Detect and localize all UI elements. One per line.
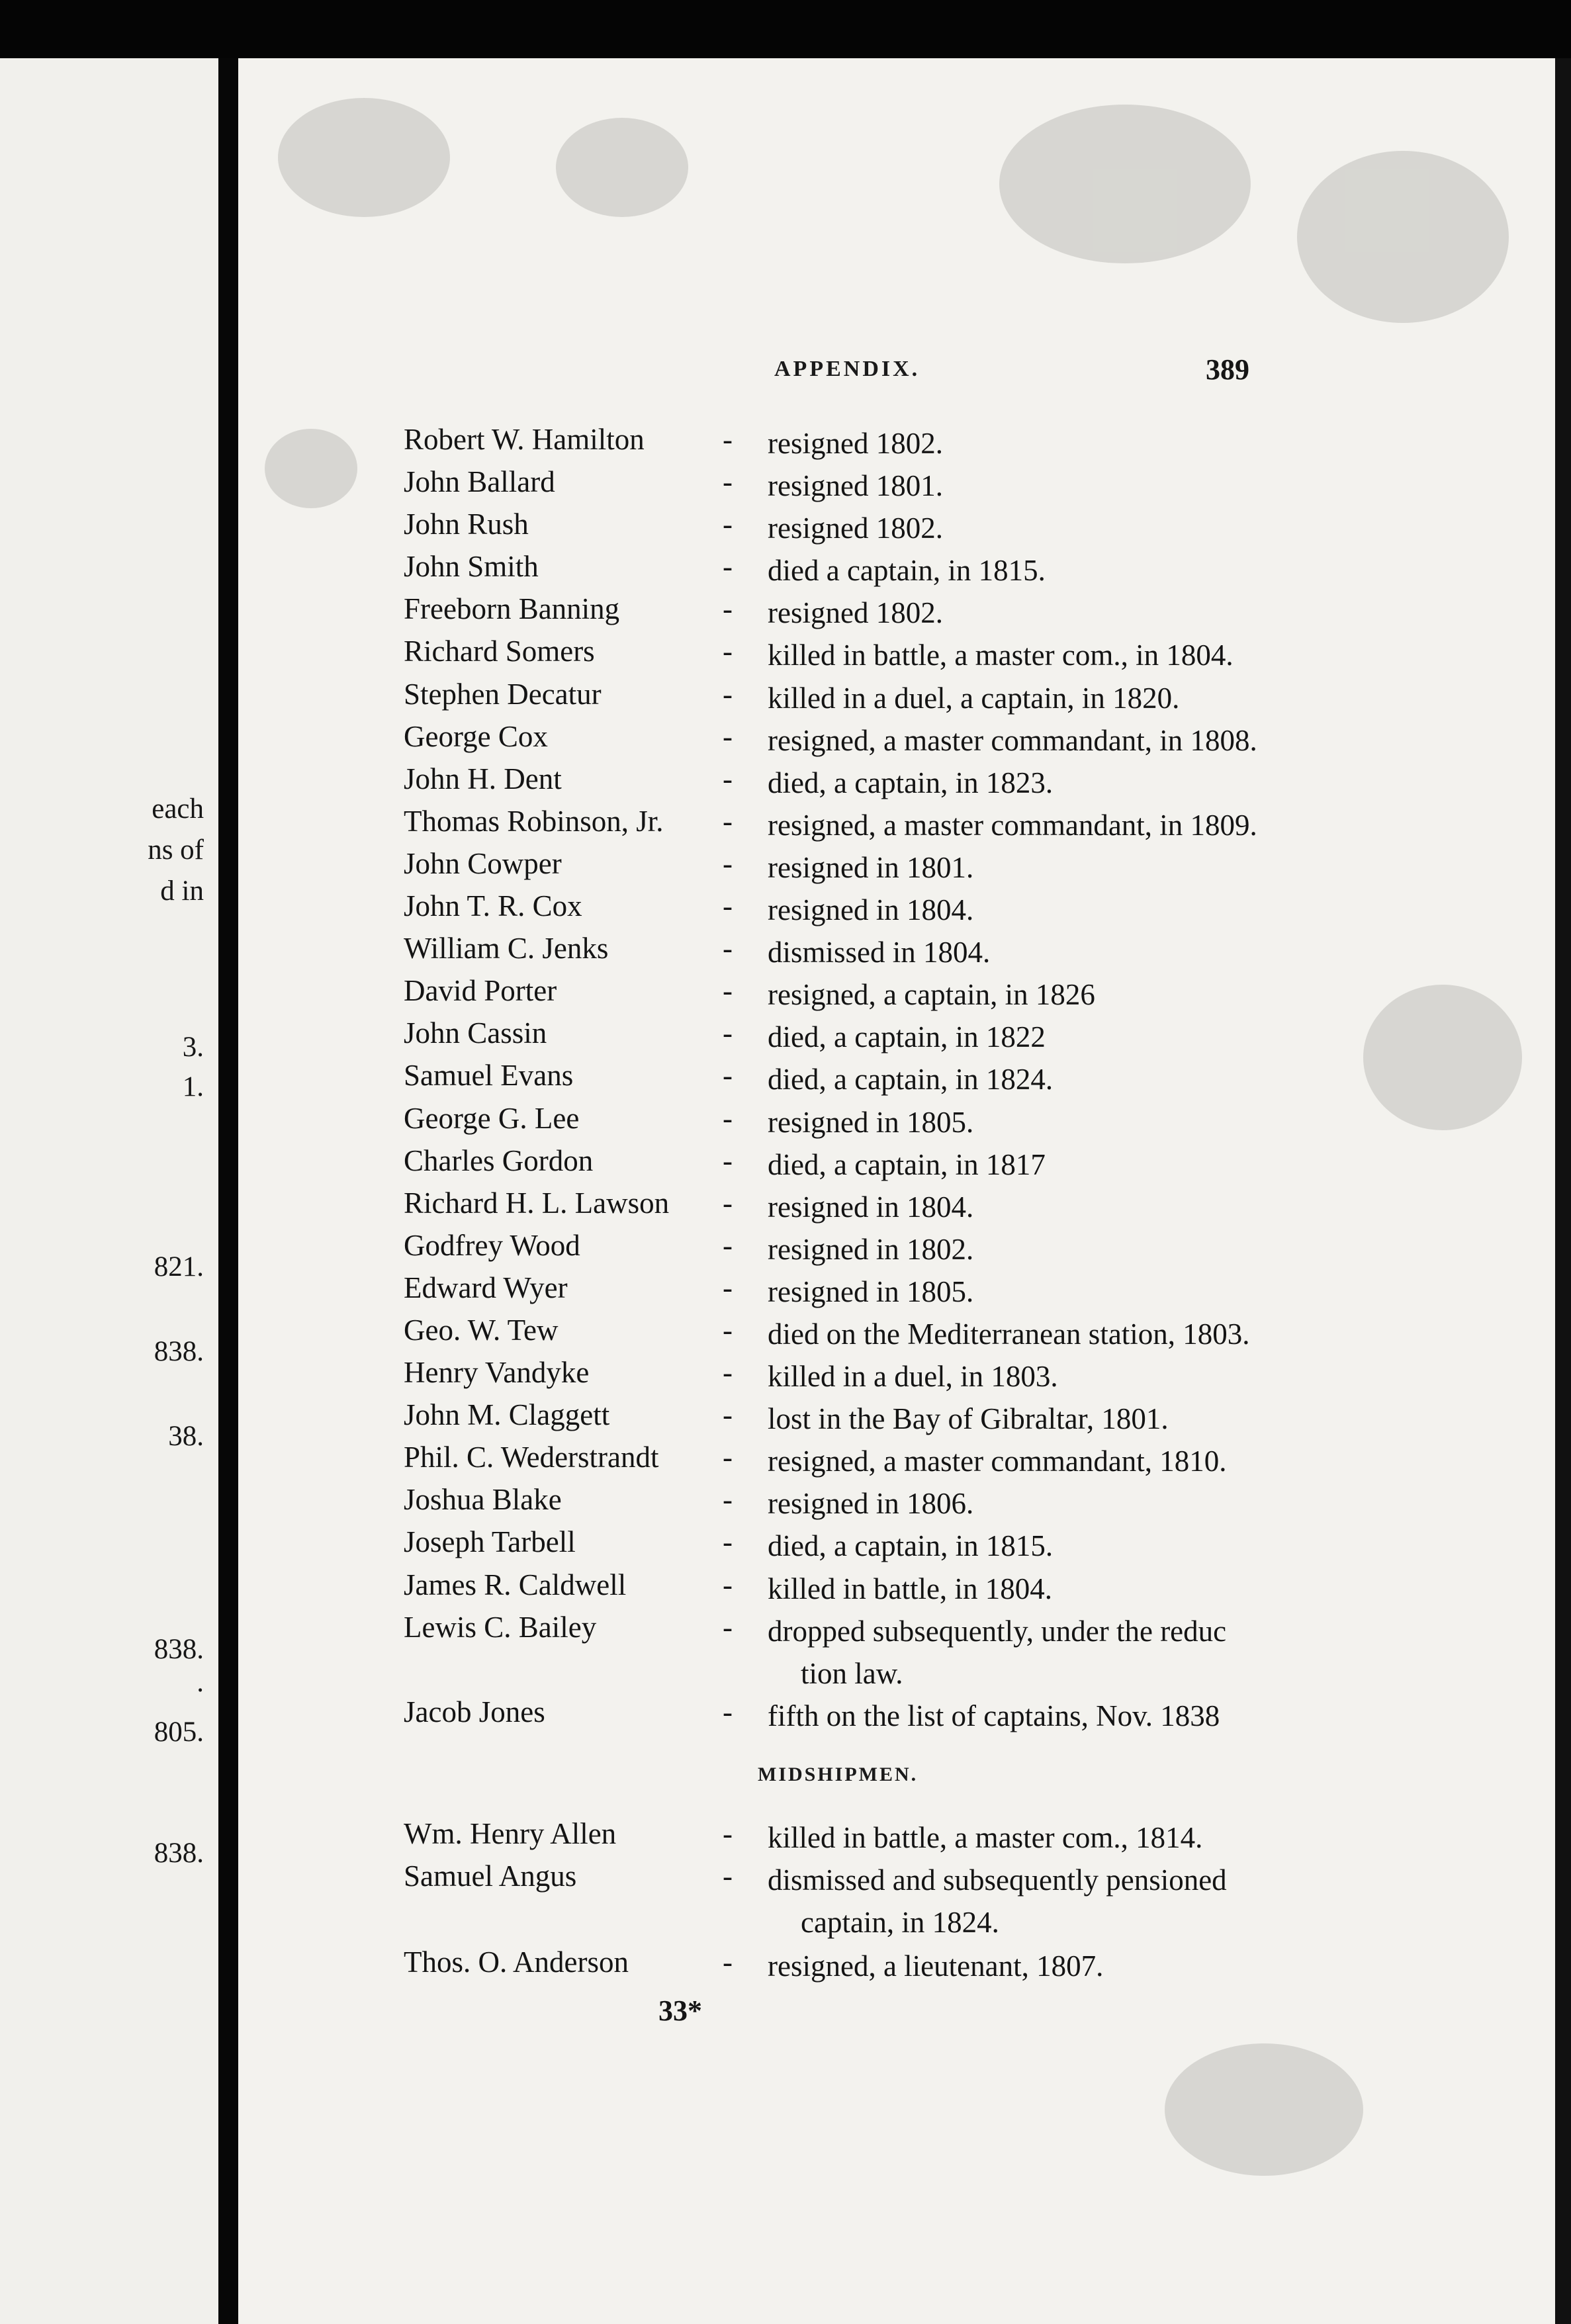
list-item (238, 1016, 1555, 1058)
officer-fate: resigned, a master commandant, 1810. (768, 1445, 1227, 1478)
list-item (238, 1313, 1555, 1355)
list-item (238, 1695, 1555, 1737)
separator: - (723, 889, 733, 923)
officer-fate: resigned in 1805. (768, 1105, 974, 1139)
officer-fate: died, a captain, in 1815. (768, 1529, 1054, 1563)
officer-fate: died, a captain, in 1822 (768, 1020, 1046, 1054)
separator: - (723, 1695, 733, 1728)
officer-fate: died, a captain, in 1823. (768, 766, 1054, 799)
separator: - (723, 1143, 733, 1177)
list-item (238, 1568, 1555, 1610)
list-item (238, 1228, 1555, 1271)
officer-name: Wm. Henry Allen (404, 1816, 617, 1850)
officer-name: Joseph Tarbell (404, 1525, 576, 1559)
officer-fate: resigned 1802. (768, 596, 943, 630)
list-item (238, 549, 1555, 592)
officer-name: John Rush (404, 508, 529, 541)
left-page-edge (0, 58, 218, 2324)
officer-fate: died on the Mediterranean station, 1803. (768, 1317, 1250, 1351)
separator: - (723, 508, 733, 541)
midshipmen-heading-row (238, 1737, 1555, 1816)
officer-fate: killed in battle, a master com., in 1804. (768, 639, 1234, 672)
book-gutter (218, 58, 238, 2324)
left-fragment: 3. (182, 1032, 204, 1063)
officer-name: Richard H. L. Lawson (404, 1186, 670, 1220)
separator: - (723, 1816, 733, 1850)
officer-fate: resigned, a master commandant, in 1808. (768, 723, 1257, 757)
officer-fate (768, 1859, 1535, 1944)
list-item (238, 973, 1555, 1016)
officer-name: John Cowper (404, 846, 562, 880)
officer-fate: resigned in 1802. (768, 1232, 974, 1266)
officer-fate: lost in the Bay of Gibraltar, 1801. (768, 1402, 1169, 1436)
list-item (238, 1440, 1555, 1482)
separator: - (723, 1228, 733, 1262)
separator: - (723, 1859, 733, 1893)
list-item (238, 846, 1555, 889)
left-fragment: 821. (154, 1251, 204, 1282)
separator: - (723, 635, 733, 668)
fate-line: dropped subsequently, under the reduc (768, 1614, 1227, 1648)
separator: - (723, 1568, 733, 1601)
officer-fate: resigned 1802. (768, 512, 943, 545)
left-fragment: 1. (182, 1071, 204, 1102)
separator: - (723, 1101, 733, 1135)
officer-fate: died a captain, in 1815. (768, 554, 1046, 588)
left-fragment: each (152, 793, 204, 825)
officer-name: Geo. W. Tew (404, 1313, 559, 1347)
left-fragment: 838. (154, 1336, 204, 1367)
list-item (238, 465, 1555, 507)
officer-fate: killed in battle, a master com., 1814. (768, 1820, 1203, 1854)
officer-name: John Ballard (404, 465, 555, 499)
separator: - (723, 1610, 733, 1644)
left-fragment: 38. (168, 1421, 204, 1452)
list-item (238, 1186, 1555, 1228)
separator: - (723, 846, 733, 880)
fate-continuation: tion law. (801, 1656, 903, 1690)
foxing-spot (278, 98, 450, 217)
fate-line: dismissed and subsequently pensioned (768, 1863, 1227, 1897)
left-fragment: 838. (154, 1838, 204, 1869)
separator: - (723, 1441, 733, 1474)
list-item (238, 1101, 1555, 1143)
separator: - (723, 1186, 733, 1220)
list-item (238, 1271, 1555, 1313)
officer-fate: killed in a duel, a captain, in 1820. (768, 681, 1180, 715)
section-heading: MIDSHIPMEN. (758, 1763, 919, 1785)
list-item (238, 1482, 1555, 1525)
list-item (238, 931, 1555, 973)
separator: - (723, 550, 733, 584)
officer-name: Richard Somers (404, 635, 595, 668)
officer-name: Jacob Jones (404, 1695, 545, 1728)
foxing-spot (1297, 151, 1509, 323)
separator: - (723, 677, 733, 711)
officer-fate: died, a captain, in 1817 (768, 1147, 1046, 1181)
separator: - (723, 1525, 733, 1559)
officer-name: Robert W. Hamilton (404, 423, 645, 456)
list-item (238, 804, 1555, 846)
officer-fate: killed in battle, in 1804. (768, 1572, 1052, 1605)
separator: - (723, 762, 733, 795)
officer-name: John H. Dent (404, 762, 562, 795)
officer-fate: resigned, a captain, in 1826 (768, 978, 1095, 1012)
officer-name: William C. Jenks (404, 932, 609, 965)
officer-name: Lewis C. Bailey (404, 1610, 597, 1644)
running-title: APPENDIX. (774, 357, 920, 381)
main-page (238, 58, 1555, 2324)
officer-name: John Cassin (404, 1016, 547, 1050)
list-item (238, 1816, 1555, 1859)
left-fragment: 838. (154, 1634, 204, 1665)
officer-fate: resigned in 1804. (768, 893, 974, 927)
officer-name: John T. R. Cox (404, 889, 582, 923)
officer-name: Edward Wyer (404, 1271, 568, 1304)
officer-fate: resigned in 1805. (768, 1274, 974, 1308)
officer-name: Samuel Angus (404, 1859, 577, 1893)
separator: - (723, 1059, 733, 1093)
scan-right-edge (1555, 58, 1571, 2324)
list-item (238, 762, 1555, 804)
separator: - (723, 932, 733, 965)
list-item (238, 1945, 1555, 1987)
officer-fate: resigned in 1806. (768, 1487, 974, 1521)
separator: - (723, 465, 733, 499)
list-item (238, 1610, 1555, 1695)
officer-fate: resigned, a lieutenant, 1807. (768, 1949, 1104, 1983)
fate-continuation: captain, in 1824. (801, 1905, 999, 1939)
list-item (238, 889, 1555, 931)
separator: - (723, 1016, 733, 1050)
list-item (238, 634, 1555, 676)
officer-fate: dismissed in 1804. (768, 936, 991, 969)
separator: - (723, 1271, 733, 1304)
officer-name: James R. Caldwell (404, 1568, 627, 1601)
foxing-spot (1165, 2043, 1363, 2176)
officer-name: Thos. O. Anderson (404, 1945, 629, 1979)
list-item (238, 1525, 1555, 1567)
officer-name: Samuel Evans (404, 1059, 574, 1093)
officer-fate: fifth on the list of captains, Nov. 1838 (768, 1699, 1220, 1732)
separator: - (723, 974, 733, 1008)
foxing-spot (556, 118, 688, 217)
list-item (238, 1355, 1555, 1398)
officer-name: John M. Claggett (404, 1398, 610, 1432)
officer-fate (768, 1610, 1535, 1695)
officer-fate: resigned 1801. (768, 469, 943, 503)
separator: - (723, 1313, 733, 1347)
list-item (238, 719, 1555, 762)
separator: - (723, 423, 733, 456)
list-item (238, 422, 1555, 465)
left-fragment: d in (160, 875, 204, 907)
page-header (238, 353, 1555, 392)
separator: - (723, 1483, 733, 1517)
officer-name: David Porter (404, 974, 557, 1008)
list-item (238, 1143, 1555, 1186)
page-number: 389 (1206, 353, 1249, 386)
list-item (238, 1859, 1555, 1945)
officer-name: John Smith (404, 550, 539, 584)
officer-name: Freeborn Banning (404, 592, 620, 626)
officer-fate: died, a captain, in 1824. (768, 1063, 1054, 1096)
signature-mark: 33* (658, 1994, 702, 2027)
officer-name: Charles Gordon (404, 1143, 594, 1177)
left-fragment: ns of (148, 834, 204, 866)
left-fragment: . (197, 1667, 204, 1698)
list-item (238, 1398, 1555, 1440)
list-item (238, 592, 1555, 634)
officer-name: Henry Vandyke (404, 1356, 590, 1390)
separator: - (723, 719, 733, 753)
officer-name: George G. Lee (404, 1101, 580, 1135)
list-item (238, 677, 1555, 719)
foxing-spot (999, 105, 1251, 263)
officer-fate: resigned in 1801. (768, 850, 974, 884)
officer-name: George Cox (404, 719, 548, 753)
officer-list (238, 422, 1555, 1987)
scan-top-border (0, 0, 1571, 60)
officer-name: Stephen Decatur (404, 677, 602, 711)
separator: - (723, 804, 733, 838)
list-item (238, 507, 1555, 549)
officer-fate: resigned in 1804. (768, 1190, 974, 1224)
officer-fate: resigned 1802. (768, 427, 943, 460)
left-fragment: 805. (154, 1717, 204, 1748)
officer-name: Phil. C. Wederstrandt (404, 1441, 659, 1474)
separator: - (723, 1356, 733, 1390)
officer-fate: resigned, a master commandant, in 1809. (768, 808, 1257, 842)
officer-name: Joshua Blake (404, 1483, 562, 1517)
list-item (238, 1058, 1555, 1100)
officer-name: Godfrey Wood (404, 1228, 580, 1262)
officer-name: Thomas Robinson, Jr. (404, 804, 664, 838)
separator: - (723, 592, 733, 626)
separator: - (723, 1945, 733, 1979)
officer-fate: killed in a duel, in 1803. (768, 1360, 1058, 1394)
separator: - (723, 1398, 733, 1432)
